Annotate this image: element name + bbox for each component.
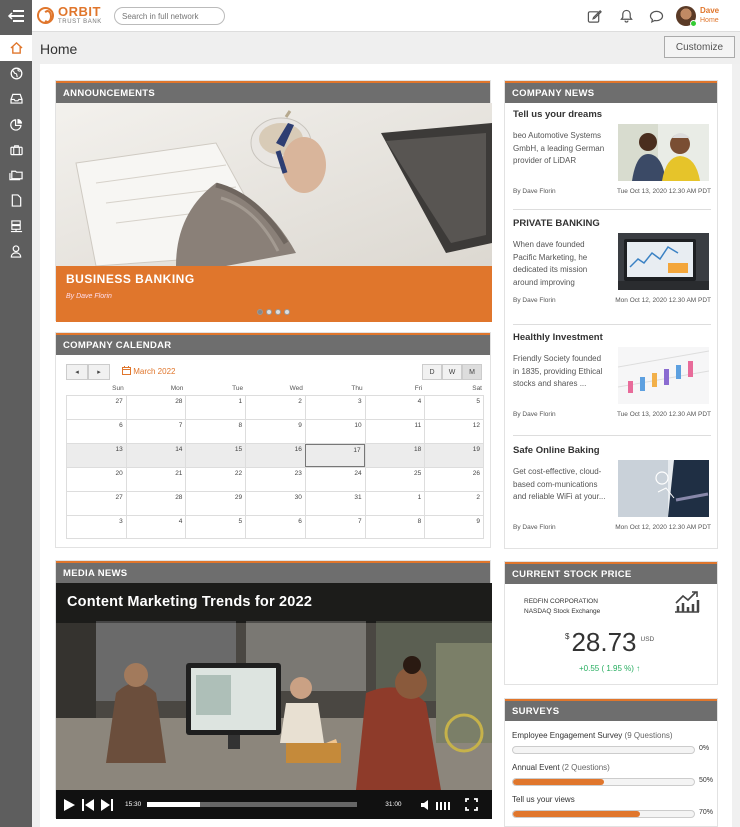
news-image[interactable]	[618, 347, 709, 404]
news-body: beo Automotive Systems GmbH, a leading German provider of LiDAR	[513, 131, 605, 165]
calendar-day[interactable]: 8	[365, 516, 425, 538]
surveys-panel	[504, 698, 718, 827]
stock-company-name: REDFIN CORPORATION	[524, 598, 598, 605]
calendar-day[interactable]: 30	[245, 492, 305, 515]
weekday-label: Mon	[170, 385, 184, 392]
survey-question-count: (9 Questions)	[624, 731, 673, 740]
survey-progress-track	[512, 746, 695, 754]
folders-icon	[9, 169, 23, 181]
company-news-panel	[504, 80, 718, 549]
sidebar-item-files[interactable]	[0, 163, 32, 189]
weekday-label: Sun	[112, 385, 124, 392]
video-controls	[56, 790, 492, 819]
news-author: By Dave Florin	[513, 297, 556, 304]
calendar-day[interactable]: 25	[365, 468, 425, 491]
briefcase-icon	[10, 144, 23, 156]
carousel-dot[interactable]	[266, 309, 272, 315]
sidebar-item-network[interactable]	[0, 61, 32, 87]
weekday-label: Tue	[232, 385, 244, 392]
news-image[interactable]	[618, 124, 709, 181]
calendar-day[interactable]: 5	[185, 516, 245, 538]
menu-toggle-icon[interactable]	[0, 0, 32, 32]
calendar-header: COMPANY CALENDAR	[56, 333, 490, 355]
survey-item[interactable]	[512, 763, 714, 784]
weekday-label: Thu	[351, 385, 363, 392]
sidebar-item-work[interactable]	[0, 137, 32, 163]
survey-item[interactable]	[512, 795, 714, 816]
volume-icon[interactable]	[421, 799, 433, 811]
calendar-day[interactable]: 31	[305, 492, 365, 515]
calendar-day[interactable]: 9	[424, 516, 484, 538]
view-month-button[interactable]: M	[462, 364, 482, 380]
calendar-day[interactable]: 8	[185, 420, 245, 443]
orbit-logo-icon	[37, 7, 54, 24]
skip-back-icon[interactable]	[82, 799, 94, 811]
user-name: Dave	[700, 6, 720, 15]
calendar-day[interactable]: 18	[365, 444, 425, 467]
survey-percent: 70%	[699, 809, 714, 816]
view-day-button[interactable]: D	[422, 364, 442, 380]
calendar-week	[66, 515, 484, 539]
news-author: By Dave Florin	[513, 188, 556, 195]
news-date: Tue Oct 13, 2020 12.30 AM PDT	[616, 411, 711, 418]
media-news-panel	[55, 560, 491, 818]
page-title: Home	[40, 41, 78, 57]
sidebar	[0, 32, 32, 827]
chat-icon[interactable]	[647, 7, 665, 25]
news-image[interactable]	[618, 233, 709, 290]
calendar-day[interactable]: 7	[126, 420, 186, 443]
media-news-header: MEDIA NEWS	[56, 561, 490, 583]
stock-chart-icon	[673, 590, 701, 614]
calendar-day[interactable]: 21	[126, 468, 186, 491]
user-info[interactable]	[700, 7, 719, 24]
document-icon	[11, 194, 22, 207]
server-icon	[10, 220, 23, 233]
calendar-day[interactable]: 20	[66, 468, 126, 491]
fullscreen-icon[interactable]	[465, 798, 478, 811]
calendar-day[interactable]: 27	[66, 492, 126, 515]
news-title[interactable]: PRIVATE BANKING	[513, 218, 600, 229]
calendar-day[interactable]: 4	[126, 516, 186, 538]
home-icon	[10, 42, 23, 54]
online-status-icon	[690, 20, 697, 27]
stock-price-value: 28.73	[571, 627, 637, 657]
user-role: Home	[700, 17, 719, 24]
calendar-day[interactable]: 10	[305, 420, 365, 443]
stock-company	[524, 597, 600, 617]
calendar-day[interactable]: 7	[305, 516, 365, 538]
user-icon	[10, 245, 22, 258]
calendar-day[interactable]: 24	[305, 468, 365, 491]
search-input[interactable]	[114, 7, 225, 25]
survey-name[interactable]: Tell us your views	[512, 795, 575, 804]
stock-exchange: NASDAQ Stock Exchange	[524, 608, 601, 615]
brand-subtitle: TRUST BANK	[58, 19, 102, 25]
calendar-day[interactable]: 27	[66, 396, 126, 419]
stock-currency-symbol: $	[565, 632, 570, 641]
survey-progress-track	[512, 810, 695, 818]
survey-progress-track	[512, 778, 695, 786]
weekday-label: Fri	[414, 385, 423, 392]
calendar-month[interactable]	[122, 366, 175, 376]
volume-bars-icon[interactable]	[435, 800, 451, 810]
carousel-dot[interactable]	[284, 309, 290, 315]
calendar-week	[66, 419, 484, 443]
announcements-panel	[55, 80, 491, 321]
calendar-day[interactable]: 2	[424, 492, 484, 515]
calendar-day[interactable]: 28	[126, 492, 186, 515]
news-item[interactable]	[513, 445, 711, 549]
calendar-weekday-row	[66, 385, 484, 395]
video-frame	[56, 583, 492, 790]
survey-question-count: (2 Questions)	[561, 763, 610, 772]
announcements-header: ANNOUNCEMENTS	[56, 81, 490, 103]
news-date: Mon Oct 12, 2020 12.30 AM PDT	[615, 297, 711, 304]
calendar-week	[66, 491, 484, 515]
weekday-label: Wed	[289, 385, 303, 392]
bell-icon[interactable]	[617, 7, 635, 25]
calendar-day[interactable]: 22	[185, 468, 245, 491]
news-item[interactable]	[513, 109, 711, 210]
survey-item[interactable]	[512, 731, 714, 752]
survey-progress-fill	[513, 779, 604, 785]
survey-percent: 50%	[699, 777, 714, 784]
news-date: Mon Oct 12, 2020 12.30 AM PDT	[615, 524, 711, 531]
video-player[interactable]	[56, 583, 492, 819]
carousel-dot[interactable]	[257, 309, 263, 315]
calendar-week	[66, 395, 484, 419]
calendar-day[interactable]: 29	[185, 492, 245, 515]
calendar-day[interactable]: 15	[185, 444, 245, 467]
sidebar-item-profile[interactable]	[0, 239, 32, 265]
calendar-week	[66, 467, 484, 491]
customize-button[interactable]: Customize	[664, 36, 735, 58]
calendar-day[interactable]: 13	[66, 444, 126, 467]
calendar-week	[66, 443, 484, 467]
sidebar-item-servers[interactable]	[0, 214, 32, 240]
news-title[interactable]: Healthly Investment	[513, 332, 603, 343]
calendar-day[interactable]: 11	[365, 420, 425, 443]
stock-price-panel	[504, 561, 718, 685]
stock-header: CURRENT STOCK PRICE	[505, 562, 717, 584]
calendar-day[interactable]: 1	[185, 396, 245, 419]
video-progress-fill	[147, 802, 200, 807]
sidebar-item-home[interactable]	[0, 35, 32, 61]
calendar-day[interactable]: 23	[245, 468, 305, 491]
compose-icon[interactable]	[585, 7, 603, 25]
calendar-day[interactable]: 14	[126, 444, 186, 467]
announcement-caption[interactable]	[56, 266, 492, 322]
sidebar-item-documents[interactable]	[0, 188, 32, 214]
calendar-month-label: March 2022	[133, 367, 176, 376]
survey-percent: 0%	[699, 745, 710, 752]
news-title[interactable]: Safe Online Baking	[513, 445, 600, 456]
calendar-day[interactable]: 28	[126, 396, 186, 419]
brand-logo[interactable]	[37, 5, 102, 25]
video-progress-track[interactable]	[147, 802, 357, 807]
calendar-day[interactable]: 1	[365, 492, 425, 515]
news-body: Friendly Society founded in 1835, providing Ethical stocks and shares ...	[513, 354, 603, 388]
survey-name[interactable]: Employee Engagement Survey	[512, 731, 623, 740]
top-bar	[0, 0, 740, 32]
page-header	[32, 32, 740, 64]
weekday-label: Sat	[472, 385, 482, 392]
calendar-day[interactable]: 6	[245, 516, 305, 538]
sidebar-item-analytics[interactable]	[0, 112, 32, 138]
calendar-day[interactable]: 26	[424, 468, 484, 491]
calendar-day[interactable]: 4	[365, 396, 425, 419]
calendar-day[interactable]: 19	[424, 444, 484, 467]
carousel-dots	[257, 309, 290, 315]
survey-progress-fill	[513, 811, 640, 817]
news-title[interactable]: Tell us your dreams	[513, 109, 603, 120]
stock-price	[565, 627, 654, 658]
view-week-button[interactable]: W	[442, 364, 462, 380]
stock-currency: USD	[640, 636, 655, 643]
calendar-panel	[55, 332, 491, 548]
skip-forward-icon[interactable]	[101, 799, 113, 811]
video-current-time: 15:30	[125, 801, 142, 808]
globe-icon	[10, 67, 23, 80]
surveys-header: SURVEYS	[505, 699, 717, 721]
calendar-day[interactable]: 3	[66, 516, 126, 538]
calendar-day[interactable]: 9	[245, 420, 305, 443]
avatar[interactable]	[676, 6, 696, 26]
calendar-day[interactable]: 17	[305, 444, 365, 467]
announcement-image[interactable]	[56, 103, 492, 266]
news-body: When dave founded Pacific Marketing, he dedicated its mission around improving	[513, 240, 588, 287]
calendar-grid	[66, 385, 484, 539]
calendar-day[interactable]: 12	[424, 420, 484, 443]
calendar-day[interactable]: 6	[66, 420, 126, 443]
video-title: Content Marketing Trends for 2022	[67, 594, 313, 610]
news-item[interactable]	[513, 332, 711, 436]
video-total-time: 31:00	[385, 801, 402, 808]
stock-change: +0.55 ( 1.95 %) ↑	[579, 664, 641, 673]
company-news-header: COMPANY NEWS	[505, 81, 717, 103]
calendar-day[interactable]: 16	[245, 444, 305, 467]
calendar-day[interactable]: 3	[305, 396, 365, 419]
chart-pie-icon	[10, 118, 23, 131]
calendar-prev-button[interactable]: ◂	[66, 364, 88, 380]
calendar-day[interactable]: 5	[424, 396, 484, 419]
brand-name: ORBIT	[58, 4, 101, 19]
survey-name[interactable]: Annual Event	[512, 763, 560, 772]
inbox-icon	[10, 93, 23, 104]
calendar-icon	[122, 366, 131, 375]
calendar-day[interactable]: 2	[245, 396, 305, 419]
announcement-title[interactable]: BUSINESS BANKING	[66, 272, 195, 286]
calendar-next-button[interactable]: ▸	[88, 364, 110, 380]
news-item[interactable]	[513, 218, 711, 325]
sidebar-item-inbox[interactable]	[0, 86, 32, 112]
play-icon[interactable]	[63, 799, 75, 811]
announcement-byline: By Dave Florin	[66, 293, 112, 300]
news-author: By Dave Florin	[513, 411, 556, 418]
dashboard-content	[40, 64, 732, 827]
news-body: Get cost-effective, cloud-based com-munications and reliable WiFi at your...	[513, 467, 606, 501]
news-author: By Dave Florin	[513, 524, 556, 531]
carousel-dot[interactable]	[275, 309, 281, 315]
news-date: Tue Oct 13, 2020 12.30 AM PDT	[616, 188, 711, 195]
news-image[interactable]	[618, 460, 709, 517]
